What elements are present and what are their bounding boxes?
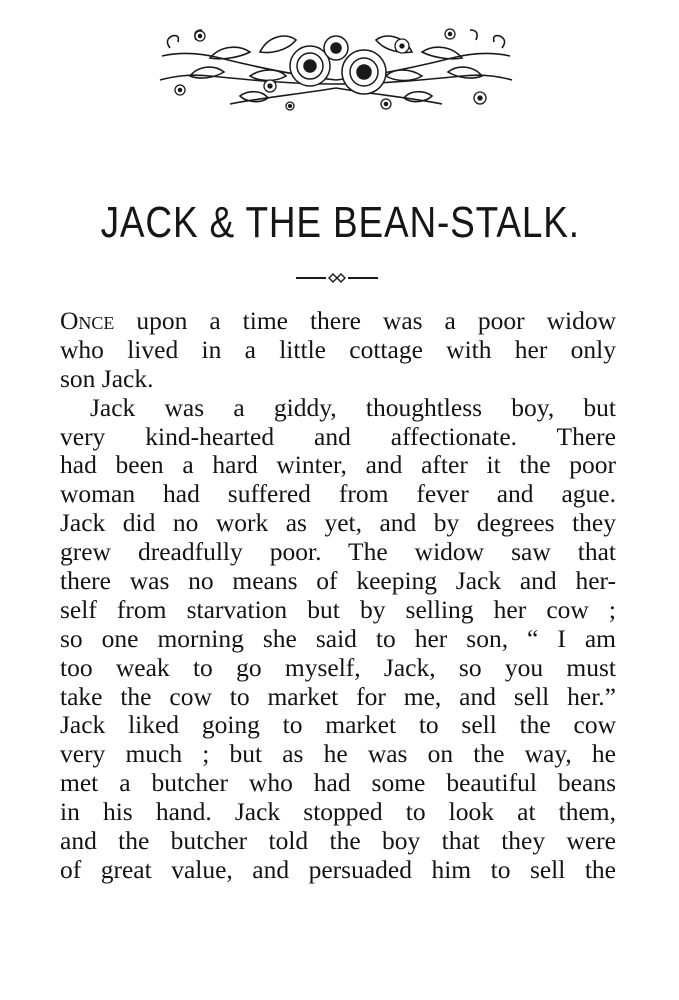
text-line: and the butcher told the boy that they were (60, 826, 616, 856)
text-line: son Jack. (60, 363, 154, 393)
story-text (60, 307, 616, 885)
floral-headpiece-icon (150, 18, 522, 118)
page-title: JACK & THE BEAN-STALK. (100, 198, 580, 247)
text-line: too weak to go myself, Jack, so you must (60, 652, 616, 682)
decorative-rule-icon (296, 271, 378, 285)
text-line: had been a hard winter, and after it the poor (60, 450, 616, 480)
opening-word: Once (60, 306, 115, 335)
text-line: who lived in a little cottage with her only (60, 334, 616, 364)
text-line: Jack was a giddy, thoughtless boy, but (90, 392, 616, 422)
text-line: so one morning she said to her son, “ I am (60, 623, 616, 653)
text-line: of great value, and persuaded him to sell the (60, 854, 616, 884)
text-line: take the cow to market for me, and sell her.” (60, 681, 616, 711)
text-line: Jack did no work as yet, and by degrees they (60, 508, 616, 538)
text-line: in his hand. Jack stopped to look at them, (60, 797, 616, 827)
text-line: Jack liked going to market to sell the cow (60, 710, 616, 740)
text-line: grew dreadfully poor. The widow saw that (60, 537, 616, 567)
text-line: Once upon a time there was a poor widow (60, 306, 616, 335)
text-line: very much ; but as he was on the way, he (60, 739, 616, 769)
text-line: very kind-hearted and affectionate. There (60, 421, 616, 451)
text-line: met a butcher who had some beautiful beans (60, 768, 616, 798)
text-line: woman had suffered from fever and ague. (60, 479, 616, 509)
text-line: self from starvation but by selling her cow ; (60, 594, 616, 624)
text-line: there was no means of keeping Jack and her- (60, 566, 616, 596)
